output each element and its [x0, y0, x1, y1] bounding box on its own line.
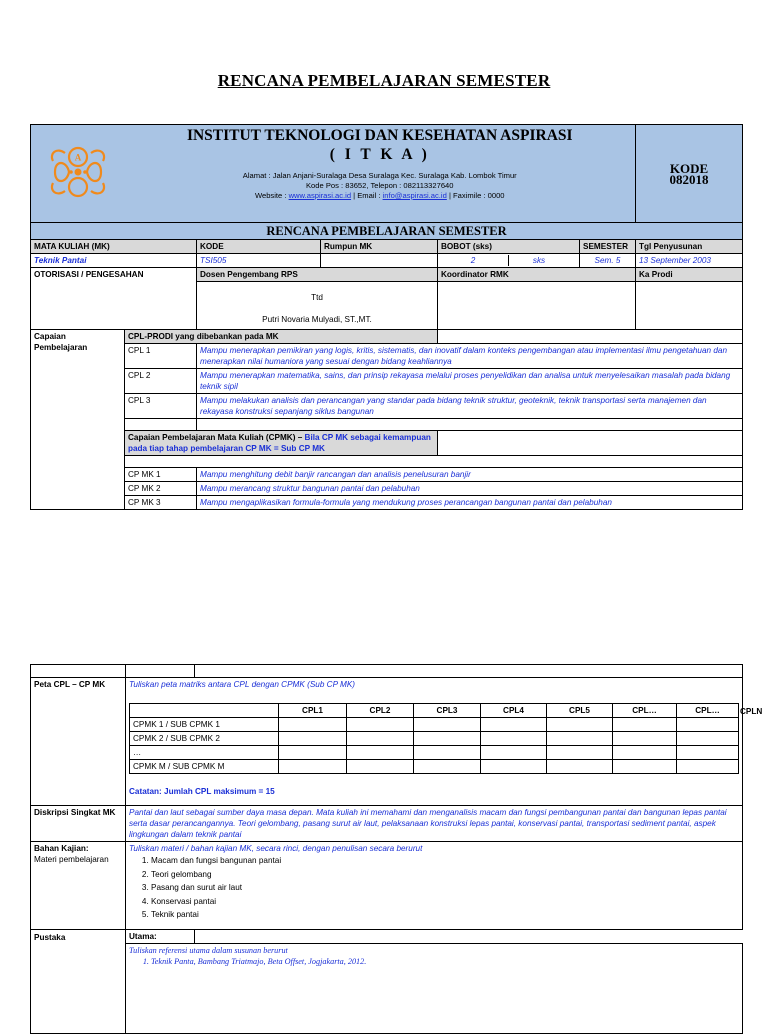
document-title: RENCANA PEMBELAJARAN SEMESTER — [217, 71, 551, 90]
col-semester: SEMESTER — [580, 240, 636, 254]
kode-box — [636, 125, 743, 223]
address-line-1: Alamat : Jalan Anjani-Suralaga Desa Suralaga Kec. Suralaga Kab. Lombok Timur — [242, 171, 517, 180]
website-link[interactable]: www.aspirasi.ac.id — [288, 191, 352, 200]
pustaka-label: Pustaka — [31, 930, 126, 1034]
cpl-header: CPL-PRODI yang dibebankan pada MK — [125, 330, 438, 344]
cpmk-header-black: Capaian Pembelajaran Mata Kuliah (CPMK) – — [128, 433, 305, 442]
peta-matrix — [129, 703, 739, 774]
institution-address — [128, 171, 633, 201]
rumpun-value — [321, 254, 438, 268]
cpmk-header — [125, 431, 438, 456]
institution-logo — [45, 139, 111, 205]
cpmk-code: CP MK 2 — [125, 482, 197, 496]
bahan-item: 3. Pasang dan surut air laut — [151, 881, 739, 895]
rps-header-table — [30, 124, 743, 510]
fax-text: | Faximile : 0000 — [446, 191, 505, 200]
matrix-row-label: CPMK 1 / SUB CPMK 1 — [130, 718, 279, 732]
matrix-col-header: CPL5 — [547, 704, 613, 718]
bahan-item: 5. Teknik pantai — [151, 908, 739, 922]
cpmk-text: Mampu merancang struktur bangunan pantai dan pelabuhan — [197, 482, 743, 496]
matrix-col-header: CPL4 — [481, 704, 547, 718]
address-line-2: Kode Pos : 83652, Telepon : 082113327640 — [305, 181, 454, 190]
koordinator-label: Koordinator RMK — [438, 268, 636, 282]
matrix-row-label: CPMK M / SUB CPMK M — [130, 760, 279, 774]
bahan-list — [129, 854, 739, 922]
cpmk-gap — [125, 456, 743, 468]
peta-label: Peta CPL – CP MK — [31, 678, 126, 806]
pustaka-item: 1. Teknik Panta, Bambang Triatmajo, Beta Offset, Jogjakarta, 2012. — [151, 956, 739, 967]
detail-empty-1 — [31, 665, 126, 678]
matrix-corner — [130, 704, 279, 718]
cpl-code: CPL 3 — [125, 394, 197, 419]
cpl-empty-text — [197, 419, 743, 431]
col-mata-kuliah: MATA KULIAH (MK) — [31, 240, 197, 254]
institution-name: INSTITUT TEKNOLOGI DAN KESEHATAN ASPIRASI — [186, 127, 573, 144]
cpmk-code: CP MK 1 — [125, 468, 197, 482]
kaprodi-label: Ka Prodi — [636, 268, 743, 282]
cpl-header-spacer — [438, 330, 743, 344]
kode-label: KODE — [669, 160, 709, 176]
kode-mk-value: TSI505 — [197, 254, 321, 268]
bahan-label-cell — [31, 842, 126, 930]
cpl-text: Mampu menerapkan matematika, sains, dan prinsip rekayasa melalui proses penyelidikan dan analisa untuk menyelesaikan masalah pada bidang teknik sipil — [197, 369, 743, 394]
kode-value: 082018 — [669, 171, 709, 187]
utama-spacer — [195, 930, 743, 944]
matrix-row-label: CPMK 2 / SUB CPMK 2 — [130, 732, 279, 746]
col-kode: KODE — [197, 240, 321, 254]
cpmk-header-spacer — [438, 431, 743, 456]
utama-label: Utama: — [126, 930, 195, 944]
cpl-empty — [125, 419, 197, 431]
otorisasi-label: OTORISASI / PENGESAHAN — [31, 268, 197, 330]
materi-label: Materi pembelajaran — [34, 855, 109, 864]
deskripsi-label: Diskripsi Singkat MK — [31, 806, 126, 842]
col-rumpun: Rumpun MK — [321, 240, 438, 254]
logo-cell — [31, 125, 125, 223]
kaprodi-signature — [636, 282, 743, 330]
cpmk-code: CP MK 3 — [125, 496, 197, 510]
detail-empty-3 — [195, 665, 743, 678]
matrix-col-header: CPL… — [677, 704, 739, 718]
bobot-unit: sks — [508, 255, 569, 266]
cpl-text: Mampu melakukan analisis dan perancangan yang standar pada bidang teknik struktur, geoteknik, teknik transportasi serta manajemen dan rekayasa konstruksi sepanjang siklus bangunan — [197, 394, 743, 419]
cpmk-header-blue: Bila CP MK sebagai kemampuan pada tiap tahap pembelajaran CP MK = Sub CP MK — [128, 433, 431, 453]
pustaka-list — [129, 956, 739, 967]
peta-content — [126, 678, 743, 806]
cpl-text: Mampu menerapkan pemikiran yang logis, kritis, sistematis, dan inovatif dalam konteks pengembangan atau implementasi ilmu pengetahuan dan menerapkan nilai humaniora yang sesuai dengan bidang keahliannya — [197, 344, 743, 369]
rps-subtitle: RENCANA PEMBELAJARAN SEMESTER — [31, 223, 743, 240]
svg-text:A: A — [74, 152, 81, 163]
capaian-label: Capaian Pembelajaran — [31, 330, 125, 510]
bahan-item: 4. Konservasi pantai — [151, 895, 739, 909]
bahan-label: Bahan Kajian: — [34, 844, 89, 853]
matrix-row-label: … — [130, 746, 279, 760]
pustaka-content — [126, 944, 743, 1034]
col-tgl-penyusunan: Tgl Penyusunan — [636, 240, 743, 254]
ttd-text: Ttd — [311, 293, 323, 302]
bahan-instruction: Tuliskan materi / bahan kajian MK, secara rinci, dengan penulisan secara berurut — [129, 844, 423, 853]
matrix-col-header-overflow: CPLN — [740, 707, 763, 716]
cpl-code: CPL 1 — [125, 344, 197, 369]
matrix-col-header: CPL… — [613, 704, 677, 718]
institution-abbr: ( I T K A ) — [329, 146, 430, 163]
peta-note: Catatan: Jumlah CPL maksimum = 15 — [129, 787, 275, 796]
bahan-item: 1. Macam dan fungsi bangunan pantai — [151, 854, 739, 868]
tgl-value: 13 September 2003 — [636, 254, 743, 268]
rps-detail-table — [30, 664, 743, 1034]
peta-instruction: Tuliskan peta matriks antara CPL dengan CPMK (Sub CP MK) — [129, 680, 356, 689]
email-link[interactable]: info@aspirasi.ac.id — [382, 191, 447, 200]
dosen-signature — [197, 282, 438, 330]
bobot-cell — [438, 254, 580, 268]
cpmk-text: Mampu menghitung debit banjir rancangan dan analisis penelusuran banjir — [197, 468, 743, 482]
detail-empty-2 — [126, 665, 195, 678]
dosen-name: Putri Novaria Mulyadi, ST.,MT. — [262, 315, 372, 324]
matrix-col-header: CPL3 — [414, 704, 481, 718]
website-label: Website : — [254, 191, 289, 200]
matrix-col-header: CPL1 — [279, 704, 347, 718]
semester-value: Sem. 5 — [580, 254, 636, 268]
koordinator-signature — [438, 282, 636, 330]
cpmk-text: Mampu mengaplikasikan formula-formula yang mendukung proses perancangan bangunan pantai dan pelabuhan — [197, 496, 743, 510]
col-bobot: BOBOT (sks) — [438, 240, 580, 254]
institution-header — [125, 125, 636, 223]
deskripsi-text: Pantai dan laut sebagai sumber daya masa depan. Mata kuliah ini memahami dan menganalisis macam dan fungsi pembangunan pantai dan bangunan lepas pantai serta dasar perancangannya. Teori gelombang, pasang surut air laut, pelaksanaan konstruksi lepas pantai, konservasi pantai, transportasi sediment pantai, aspek lingkungan dalam teknik pantai — [126, 806, 743, 842]
dosen-pengembang-label: Dosen Pengembang RPS — [197, 268, 438, 282]
bahan-content — [126, 842, 743, 930]
contact-line — [128, 191, 633, 201]
pustaka-instruction: Tuliskan referensi utama dalam susunan berurut — [129, 946, 288, 955]
mk-value: Teknik Pantai — [31, 254, 197, 268]
matrix-col-header: CPL2 — [347, 704, 414, 718]
cpl-code: CPL 2 — [125, 369, 197, 394]
bahan-item: 2. Teori gelombang — [151, 868, 739, 882]
bobot-value: 2 — [470, 256, 476, 265]
email-label: | Email : — [351, 191, 383, 200]
